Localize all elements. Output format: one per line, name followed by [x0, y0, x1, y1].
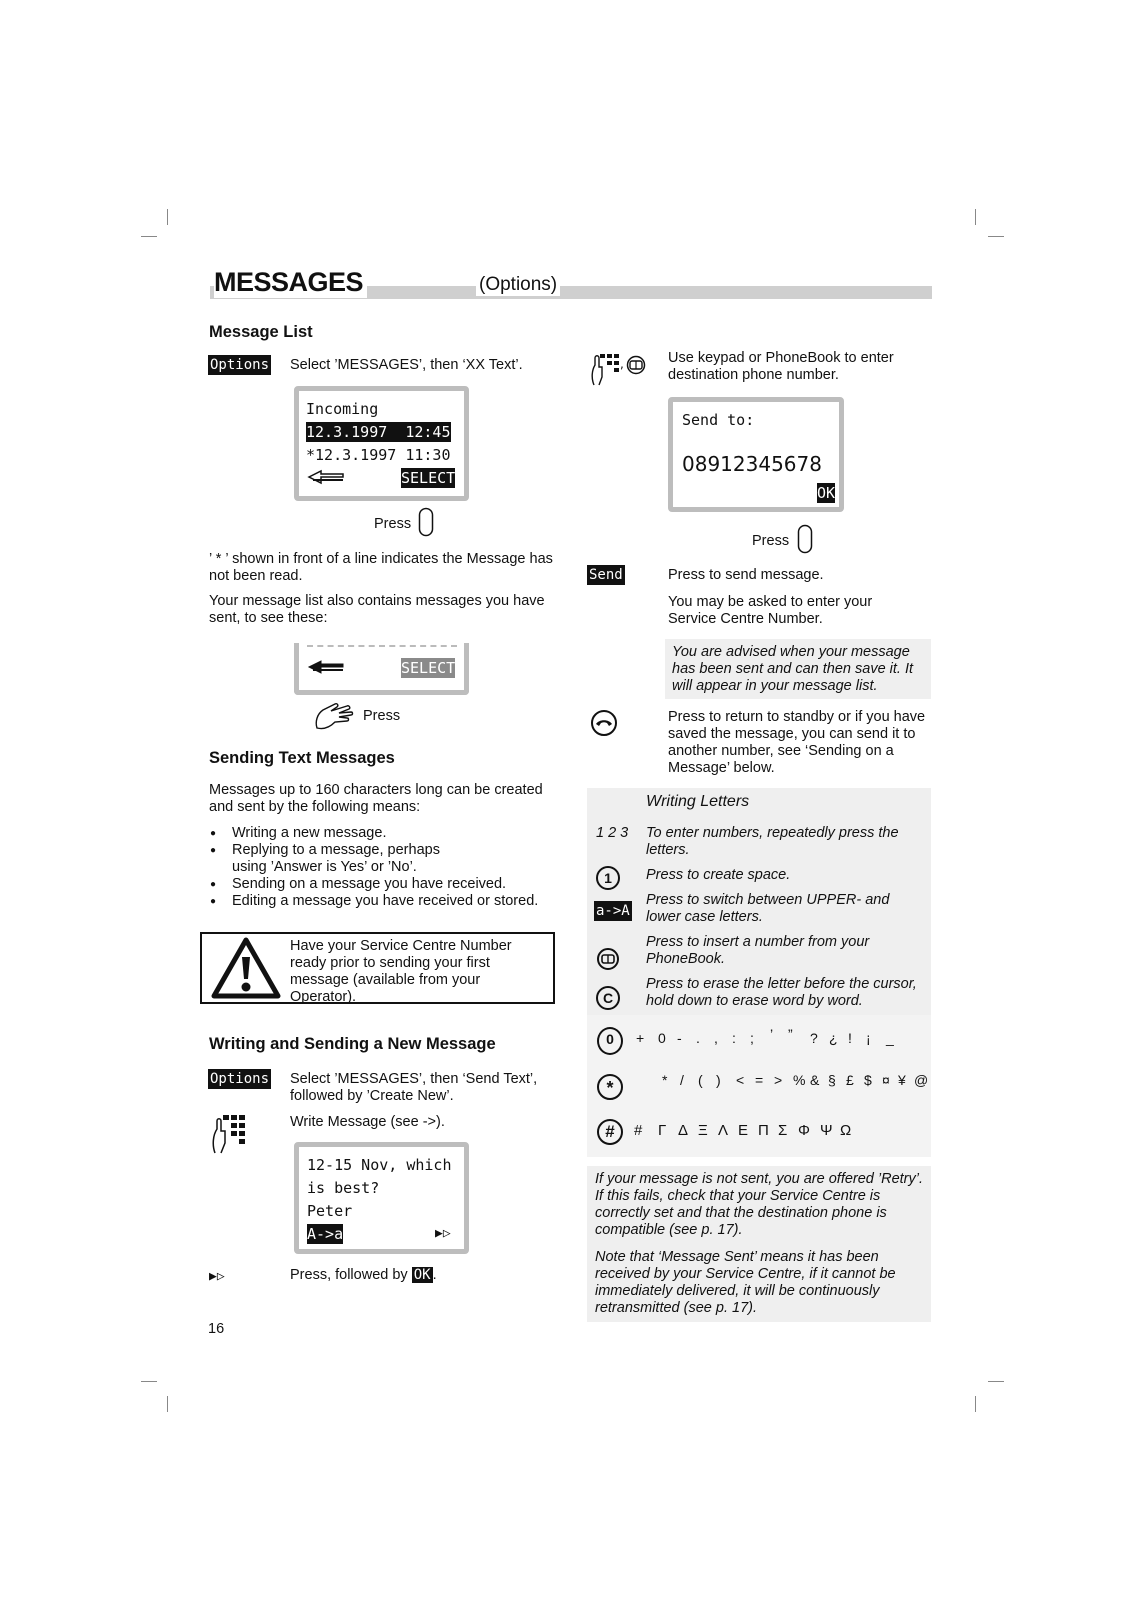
write-message-text: Write Message (see ->). [290, 1114, 445, 1130]
lcd-line: Incoming [306, 400, 379, 418]
keypad-instruction: Use keypad or PhoneBook to enter destination phone number. [668, 350, 894, 383]
softkey-button-icon [418, 507, 434, 537]
warning-text: Have your Service Centre Number ready prior to sending your first message (available from your Operator). [290, 938, 512, 1005]
char: Π [758, 1122, 769, 1139]
lcd-display-sent [294, 643, 469, 695]
options-key: Options [210, 357, 270, 373]
char: ! [848, 1030, 852, 1046]
page-title: MESSAGES [214, 266, 367, 298]
sending-intro: Messages up to 160 characters long can be created and sent by the following means: [209, 782, 543, 815]
numbers-key-label: 1 2 3 [596, 825, 629, 841]
char: ¤ [882, 1072, 890, 1088]
star-key-icon: * [597, 1074, 623, 1100]
press-followed-text: Press, followed by OK . [290, 1267, 437, 1283]
forward-arrow-key: ▶▷ [209, 1269, 225, 1284]
page-number: 16 [208, 1321, 225, 1337]
char: # [634, 1122, 643, 1139]
press-label: Press [374, 516, 412, 532]
instruction-text: Select ’MESSAGES’, then ‘XX Text’. [290, 357, 523, 373]
case-softkey: A->a [307, 1225, 344, 1243]
advised-note: You are advised when your message has been sent and can then save it. It will appear in your message list. [672, 644, 914, 694]
char: : [732, 1030, 736, 1046]
dashed-edge [307, 645, 457, 647]
erase-text: Press to erase the letter before the cursor, hold down to erase word by word. [646, 976, 917, 1009]
lcd-display-message [294, 1142, 469, 1254]
crop-mark [988, 1381, 1004, 1382]
case-toggle-key: a->A [596, 903, 630, 919]
star-key-chars [662, 1072, 934, 1092]
section-heading-new-message: Writing and Sending a New Message [209, 1035, 496, 1053]
char: Ξ [698, 1122, 708, 1139]
case-toggle-text: Press to switch between UPPER- and lower case letters. [646, 892, 890, 925]
scroll-arrows-icon [307, 469, 347, 485]
char: Ω [840, 1122, 852, 1139]
char: ’ [770, 1026, 774, 1042]
crop-mark [167, 209, 168, 225]
char: < [736, 1072, 745, 1088]
char: Δ [678, 1122, 689, 1139]
char: - [677, 1030, 682, 1046]
keypad-hand-icon [211, 1113, 247, 1157]
char: Λ [718, 1122, 729, 1139]
not-sent-note: If your message is not sent, you are offered ’Retry’. If this fails, check that your Service Centre is correctly set and that the destination phone is compatible (see p. 17). [595, 1171, 924, 1238]
crop-mark [167, 1396, 168, 1412]
phonebook-text: Press to insert a number from your PhoneBook. [646, 934, 870, 967]
crop-mark [141, 236, 157, 237]
char: Ε [738, 1122, 749, 1139]
instruction-text: Select ’MESSAGES’, then ‘Send Text’, followed by ’Create New’. [290, 1071, 538, 1104]
writing-letters-heading: Writing Letters [646, 793, 750, 810]
char: Ψ [820, 1122, 833, 1139]
zero-key-chars [636, 1026, 926, 1050]
send-key: Send [589, 567, 623, 583]
sent-note: Your message list also contains messages you have sent, to see these: [209, 593, 545, 626]
svg-text:,: , [620, 357, 624, 371]
char: @ [914, 1072, 929, 1088]
warning-triangle-icon [211, 937, 281, 999]
ok-softkey: OK [817, 484, 836, 502]
press-label: Press [363, 708, 401, 724]
crop-mark [975, 209, 976, 225]
unread-note: ’ * ’ shown in front of a line indicates the Message has not been read. [209, 551, 553, 584]
lcd-line: Send to: [682, 411, 755, 429]
sending-means-list [210, 825, 555, 910]
char: £ [846, 1072, 854, 1088]
section-heading-sending: Sending Text Messages [209, 749, 395, 767]
crop-mark [975, 1396, 976, 1412]
char: & [810, 1072, 820, 1088]
char: * [662, 1072, 668, 1088]
char: Σ [778, 1122, 788, 1139]
softkey-button-icon [797, 524, 813, 554]
char: ” [788, 1026, 793, 1042]
char: Γ [658, 1122, 667, 1139]
lcd-line: 12-15 Nov, which [307, 1156, 452, 1174]
hand-press-icon [313, 700, 357, 732]
phonebook-icon [596, 947, 620, 971]
char: $ [864, 1072, 872, 1088]
ok-key: OK [413, 1267, 431, 1283]
crop-mark [988, 236, 1004, 237]
warning-box [200, 932, 555, 1004]
lcd-line: *12.3.1997 11:30 [306, 446, 451, 464]
hash-key-chars [634, 1122, 884, 1142]
char: _ [886, 1030, 894, 1046]
press-followed-label: Press, followed by [290, 1267, 408, 1283]
select-softkey: SELECT [401, 469, 456, 487]
options-key: Options [210, 1071, 270, 1087]
service-centre-text: You may be asked to enter your Service Centre Number. [668, 594, 873, 627]
char: . [696, 1030, 700, 1046]
char: Φ [798, 1122, 810, 1139]
lcd-line-highlighted: 12.3.1997 12:45 [306, 423, 451, 441]
lcd-line: is best? [307, 1179, 380, 1197]
lcd-display-incoming [294, 386, 469, 501]
space-text: Press to create space. [646, 867, 791, 883]
hash-key-icon: # [597, 1119, 623, 1145]
phone-number: 08912345678 [682, 452, 822, 476]
char: ¿ [829, 1030, 838, 1046]
message-sent-note: Note that ‘Message Sent’ means it has been received by your Service Centre, if it cannot be immediately delivered, it will be continuously retransmitted (see p. 17). [595, 1249, 896, 1316]
clear-key-icon: C [596, 986, 620, 1010]
send-text: Press to send message. [668, 567, 824, 583]
zero-key-icon: 0 [597, 1027, 623, 1055]
char: , [714, 1030, 718, 1046]
page-subtitle: (Options) [476, 274, 560, 296]
char: % [793, 1072, 806, 1088]
section-heading-message-list: Message List [209, 323, 313, 341]
scroll-arrows-icon [307, 659, 347, 675]
list-item: ● Replying to a message, perhaps using ’Answer is Yes’ or ’No’. [210, 842, 555, 876]
lcd-display-send-to [668, 397, 844, 512]
char: + [636, 1030, 645, 1046]
end-call-text: Press to return to standby or if you have saved the message, you can send it to another number, see ‘Sending on a Message’ below. [668, 709, 926, 776]
char: > [774, 1072, 783, 1088]
select-softkey: SELECT [401, 659, 456, 677]
char: ¥ [898, 1072, 906, 1088]
char: ? [810, 1030, 818, 1046]
char: ; [750, 1030, 754, 1046]
list-item: ● Sending on a message you have received. [210, 876, 555, 893]
forward-arrow-icon: ▶▷ [435, 1226, 451, 1241]
char: / [680, 1072, 684, 1088]
end-call-icon [590, 709, 618, 737]
char: ( [698, 1072, 703, 1088]
list-item: ● Writing a new message. [210, 825, 555, 842]
crop-mark [141, 1381, 157, 1382]
char: ) [716, 1072, 721, 1088]
char: 0 [658, 1030, 666, 1046]
char: ¡ [866, 1030, 871, 1046]
list-item: ● Editing a message you have received or stored. [210, 893, 555, 910]
keypad-phonebook-icon [590, 352, 646, 388]
char: § [828, 1072, 836, 1088]
press-label: Press [752, 533, 790, 549]
one-key-icon: 1 [596, 866, 620, 890]
lcd-line: Peter [307, 1202, 353, 1220]
numbers-text: To enter numbers, repeatedly press the letters. [646, 825, 899, 858]
char: = [755, 1072, 764, 1088]
